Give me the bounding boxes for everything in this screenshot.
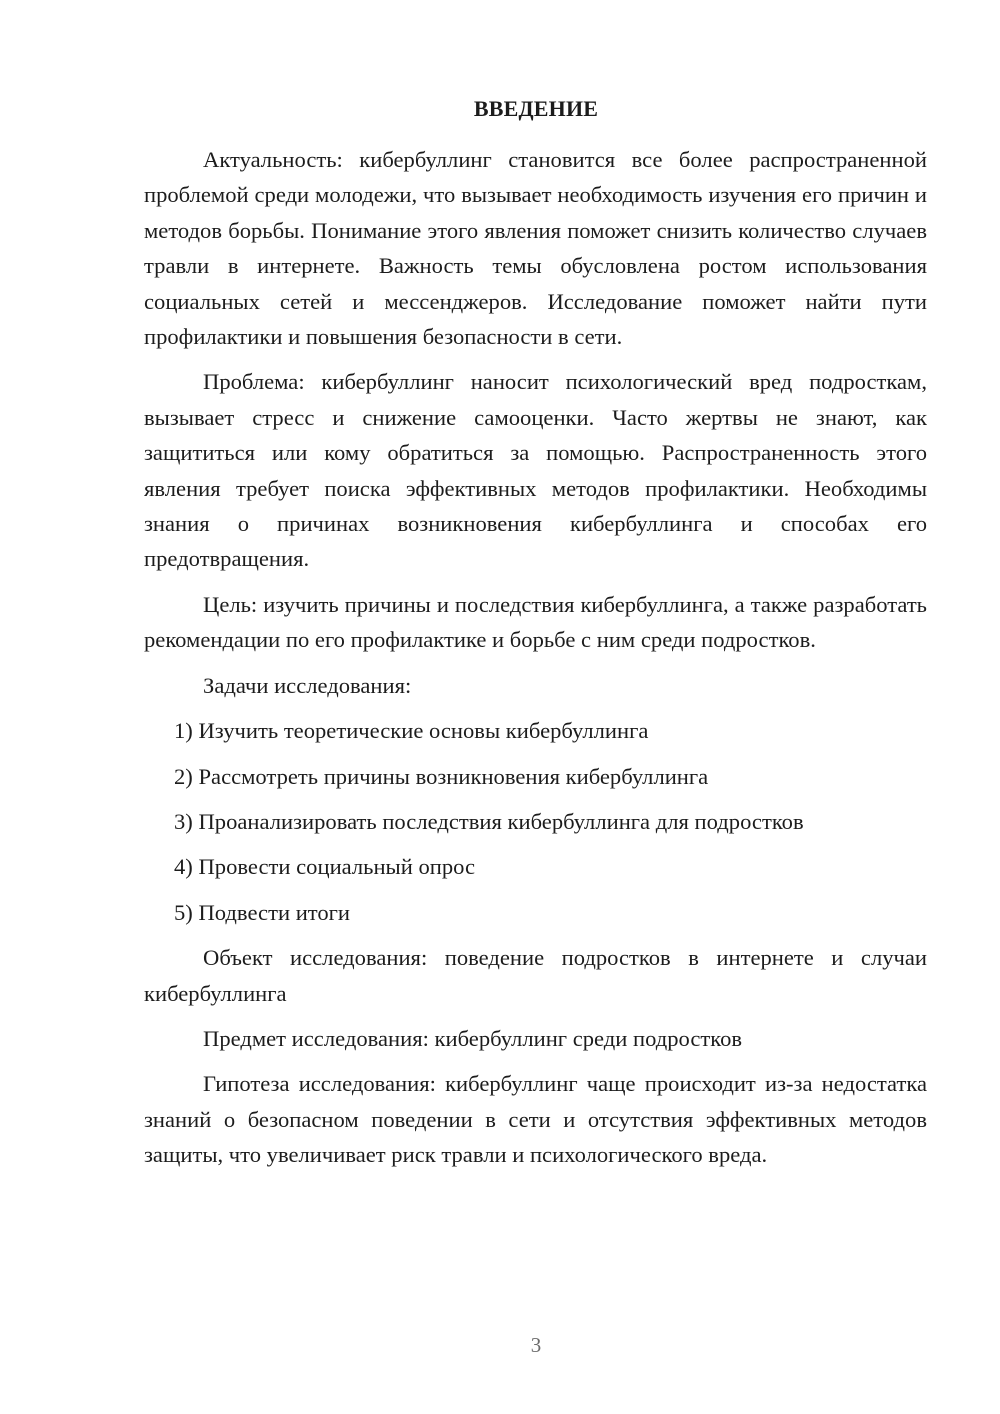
- list-item: 4) Провести социальный опрос: [174, 854, 476, 880]
- paragraph-object: Объект исследования: поведение подростков в интернете и случаи кибербуллинга: [144, 945, 927, 1006]
- list-item: 3) Проанализировать последствия кибербуллинга для подростков: [174, 808, 804, 834]
- list-item: 5) Подвести итоги: [174, 899, 351, 925]
- paragraph-problem: Проблема: кибербуллинг наносит психологический вред подросткам, вызывает стресс и снижение самооценки. Часто жертвы не знают, как защититься или кому обратиться за помощью. Распространенность этого явления требует поиска эффективных методов профилактики. Необходимы знания о причинах возникновения кибербуллинга и способах его предотвращения.: [144, 369, 927, 572]
- paragraph-goal: Цель: изучить причины и последствия кибербуллинга, а также разработать рекомендации по его профилактике и борьбе с ним среди подростков.: [144, 591, 927, 653]
- page-number: 3: [530, 1333, 542, 1357]
- list-item: 2) Рассмотреть причины возникновения кибербуллинга: [174, 763, 709, 789]
- tasks-list: [144, 713, 927, 930]
- document-body: [144, 142, 927, 1183]
- paragraph-subject: Предмет исследования: кибербуллинг среди подростков: [203, 1025, 743, 1051]
- list-item: 1) Изучить теоретические основы кибербуллинга: [174, 718, 649, 744]
- tasks-heading: Задачи исследования:: [203, 672, 412, 698]
- paragraph-hypothesis: Гипотеза исследования: кибербуллинг чаще происходит из-за недостатка знаний о безопасном поведении в сети и отсутствия эффективных методов защиты, что увеличивает риск травли и психологического вреда.: [144, 1071, 927, 1168]
- page-title: ВВЕДЕНИЕ: [473, 96, 599, 121]
- paragraph-relevance: Актуальность: кибербуллинг становится все более распространенной проблемой среди молодежи, что вызывает необходимость изучения его причин и методов борьбы. Понимание этого явления поможет снизить количество случаев травли в интернете. Важность темы обусловлена ростом использования социальных сетей и мессенджеров. Исследование поможет найти пути профилактики и повышения безопасности в сети.: [144, 147, 927, 350]
